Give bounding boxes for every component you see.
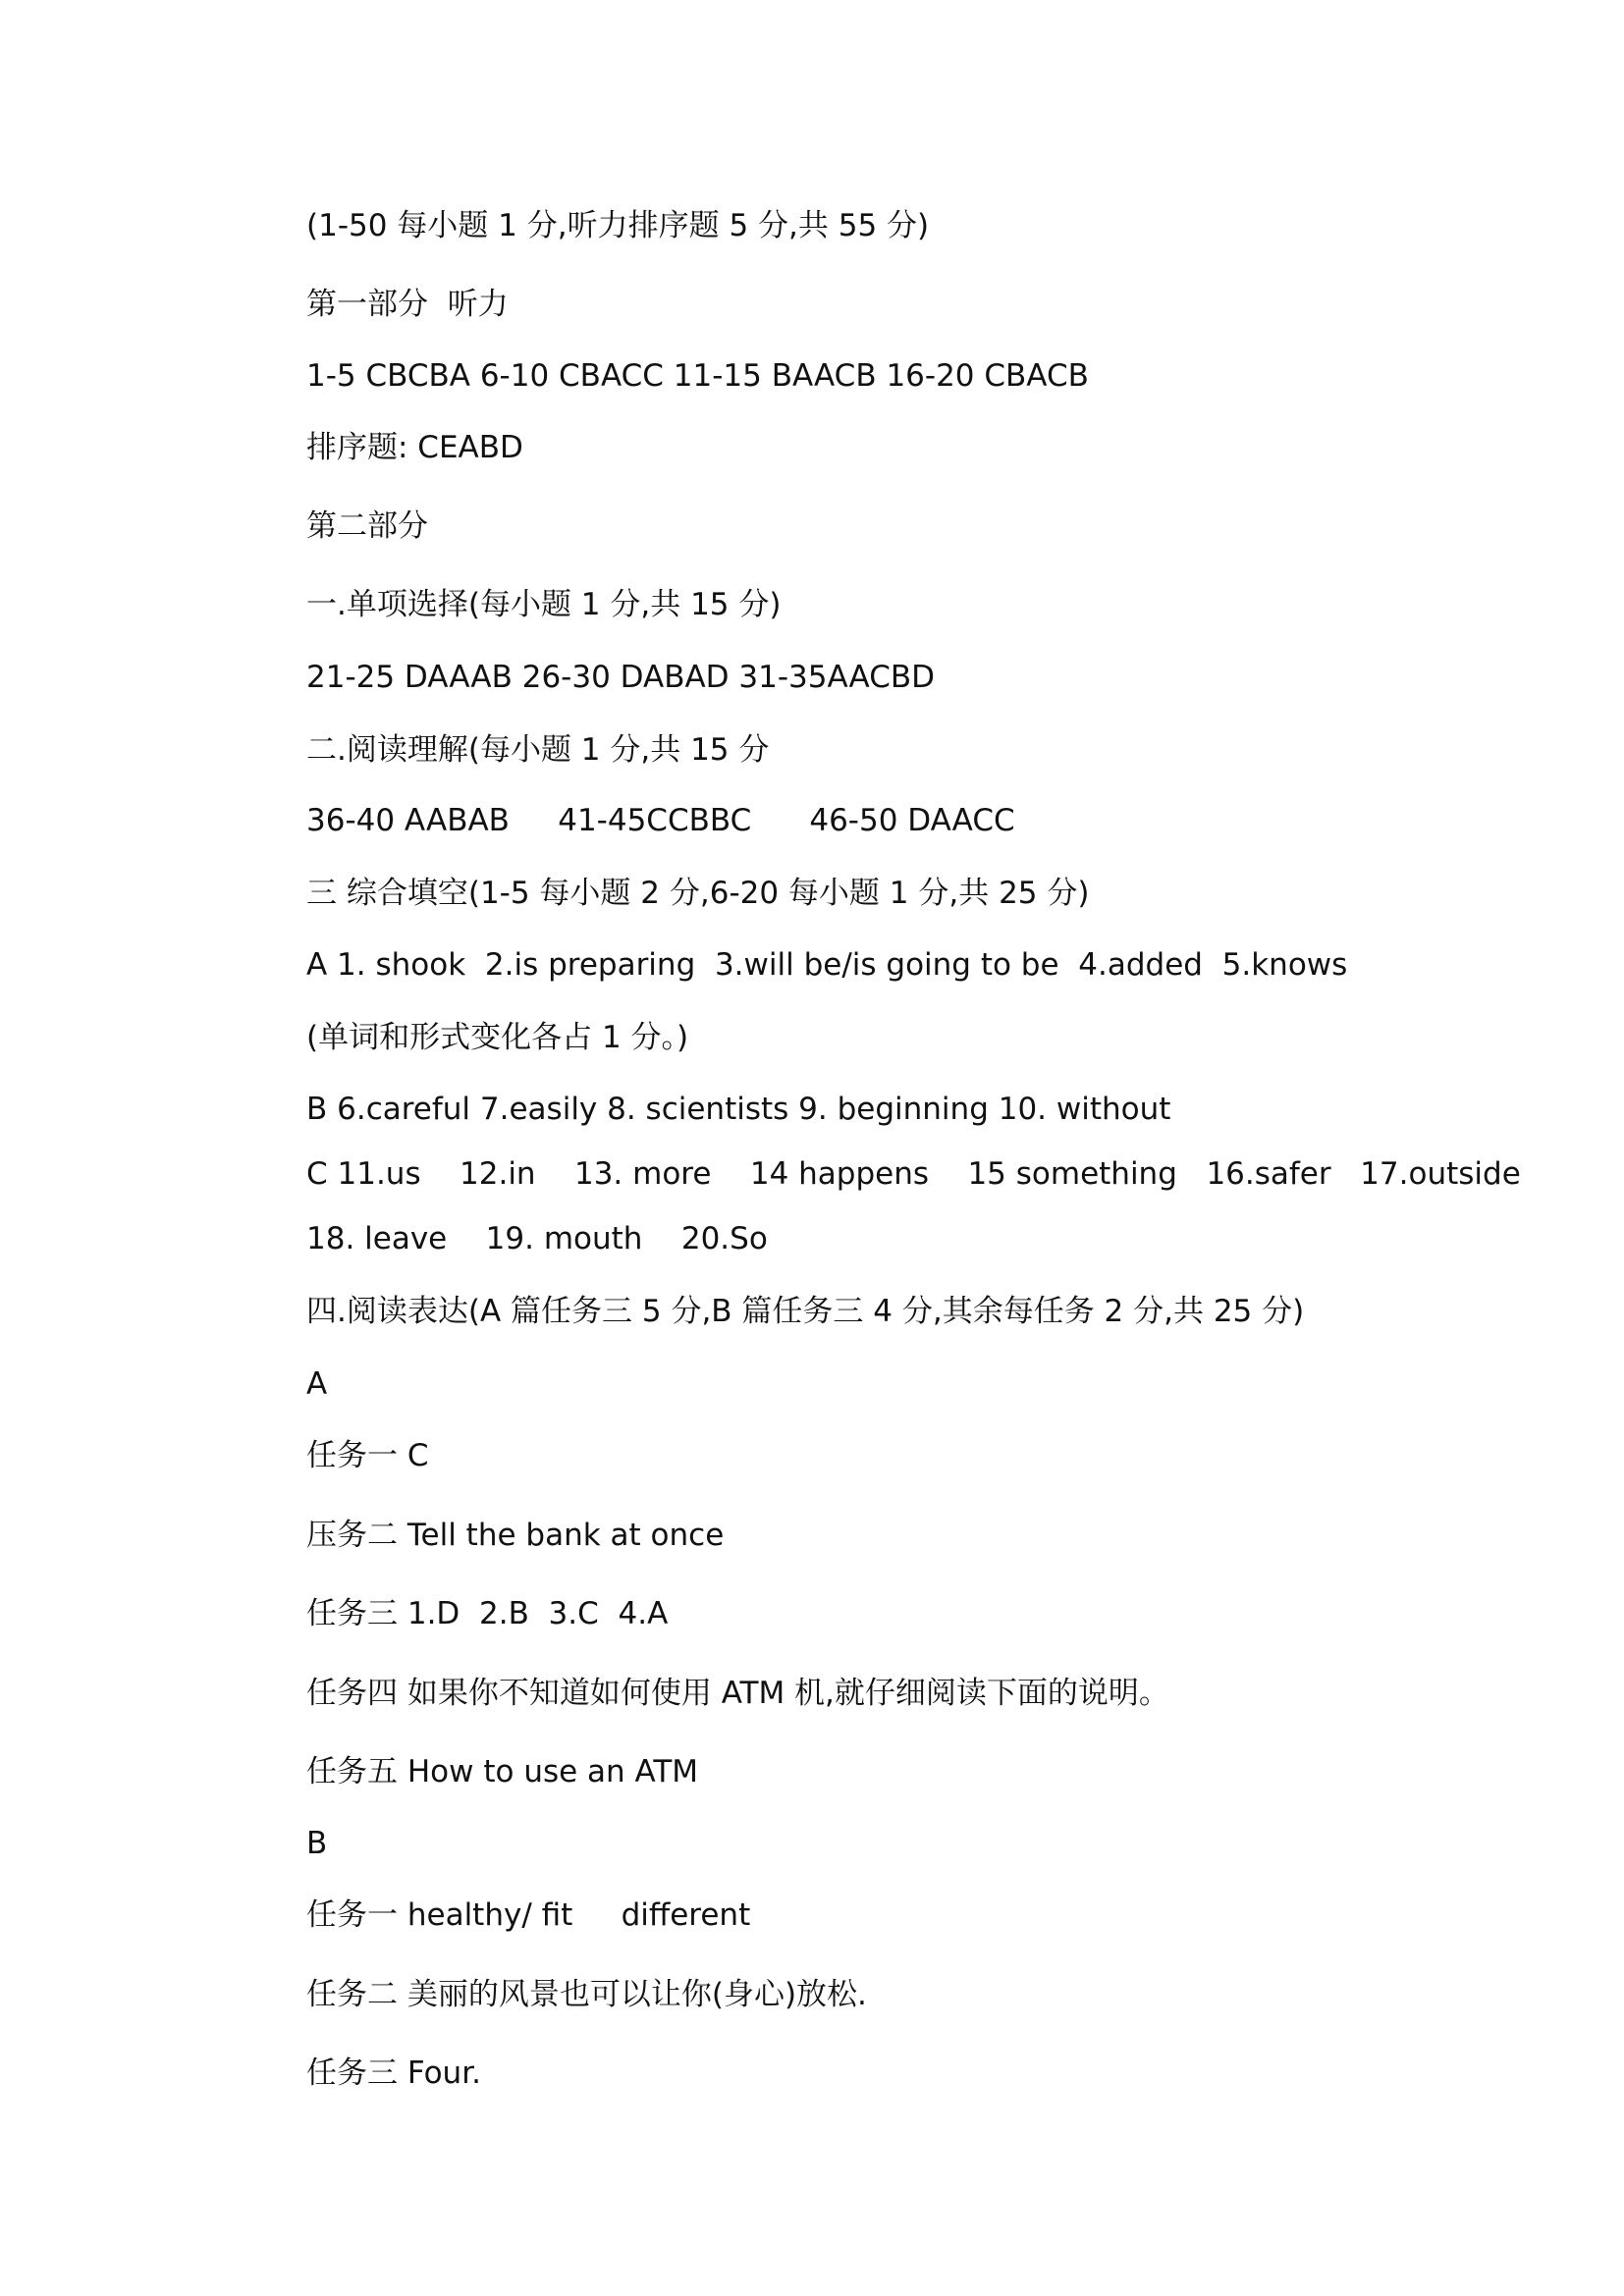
- section-b-label: B: [306, 1826, 328, 1861]
- b-task-one: 任务一 healthy/ fit different: [306, 1897, 751, 1933]
- a-task-four: 任务四 如果你不知道如何使用 ATM 机,就仔细阅读下面的说明。: [306, 1676, 1169, 1711]
- reading-answers: 36-40 AABAB 41-45CCBBC 46-50 DAACC: [306, 803, 1015, 838]
- cloze-heading: 三 综合填空(1-5 每小题 2 分,6-20 每小题 1 分,共 25 分): [306, 876, 1090, 911]
- scoring-note: (1-50 每小题 1 分,听力排序题 5 分,共 55 分): [306, 208, 930, 243]
- cloze-a-answers: A 1. shook 2.is preparing 3.will be/is going to be 4.added 5.knows: [306, 947, 1348, 983]
- cloze-b-answers: B 6.careful 7.easily 8. scientists 9. beginning 10. without: [306, 1092, 1171, 1127]
- a-task-five: 任务五 How to use an ATM: [306, 1754, 699, 1789]
- a-task-three: 任务三 1.D 2.B 3.C 4.A: [306, 1596, 669, 1631]
- cloze-c-answers: C 11.us 12.in 13. more 14 happens 15 something 16.safer 17.outside: [306, 1156, 1521, 1192]
- cloze-a-note: (单词和形式变化各占 1 分。): [306, 1020, 689, 1055]
- reading-expression-heading: 四.阅读表达(A 篇任务三 5 分,B 篇任务三 4 分,其余每任务 2 分,共 25 分): [306, 1294, 1305, 1329]
- b-task-two: 任务二 美丽的风景也可以让你(身心)放松.: [306, 1977, 867, 2012]
- section-a-label: A: [306, 1366, 328, 1402]
- part-one-heading: 第一部分 听力: [306, 287, 509, 322]
- reading-heading: 二.阅读理解(每小题 1 分,共 15 分: [306, 732, 770, 768]
- a-task-one: 任务一 C: [306, 1438, 429, 1473]
- listening-answers: 1-5 CBCBA 6-10 CBACC 11-15 BAACB 16-20 CBACB: [306, 358, 1089, 394]
- cloze-c-answers-continued: 18. leave 19. mouth 20.So: [306, 1221, 768, 1256]
- b-task-three: 任务三 Four.: [306, 2056, 481, 2091]
- single-choice-heading: 一.单项选择(每小题 1 分,共 15 分): [306, 587, 782, 622]
- single-choice-answers: 21-25 DAAAB 26-30 DABAD 31-35AACBD: [306, 660, 935, 695]
- ordering-answer: 排序题: CEABD: [306, 430, 523, 465]
- a-task-two: 压务二 Tell the bank at once: [306, 1518, 725, 1553]
- part-two-heading: 第二部分: [306, 508, 428, 544]
